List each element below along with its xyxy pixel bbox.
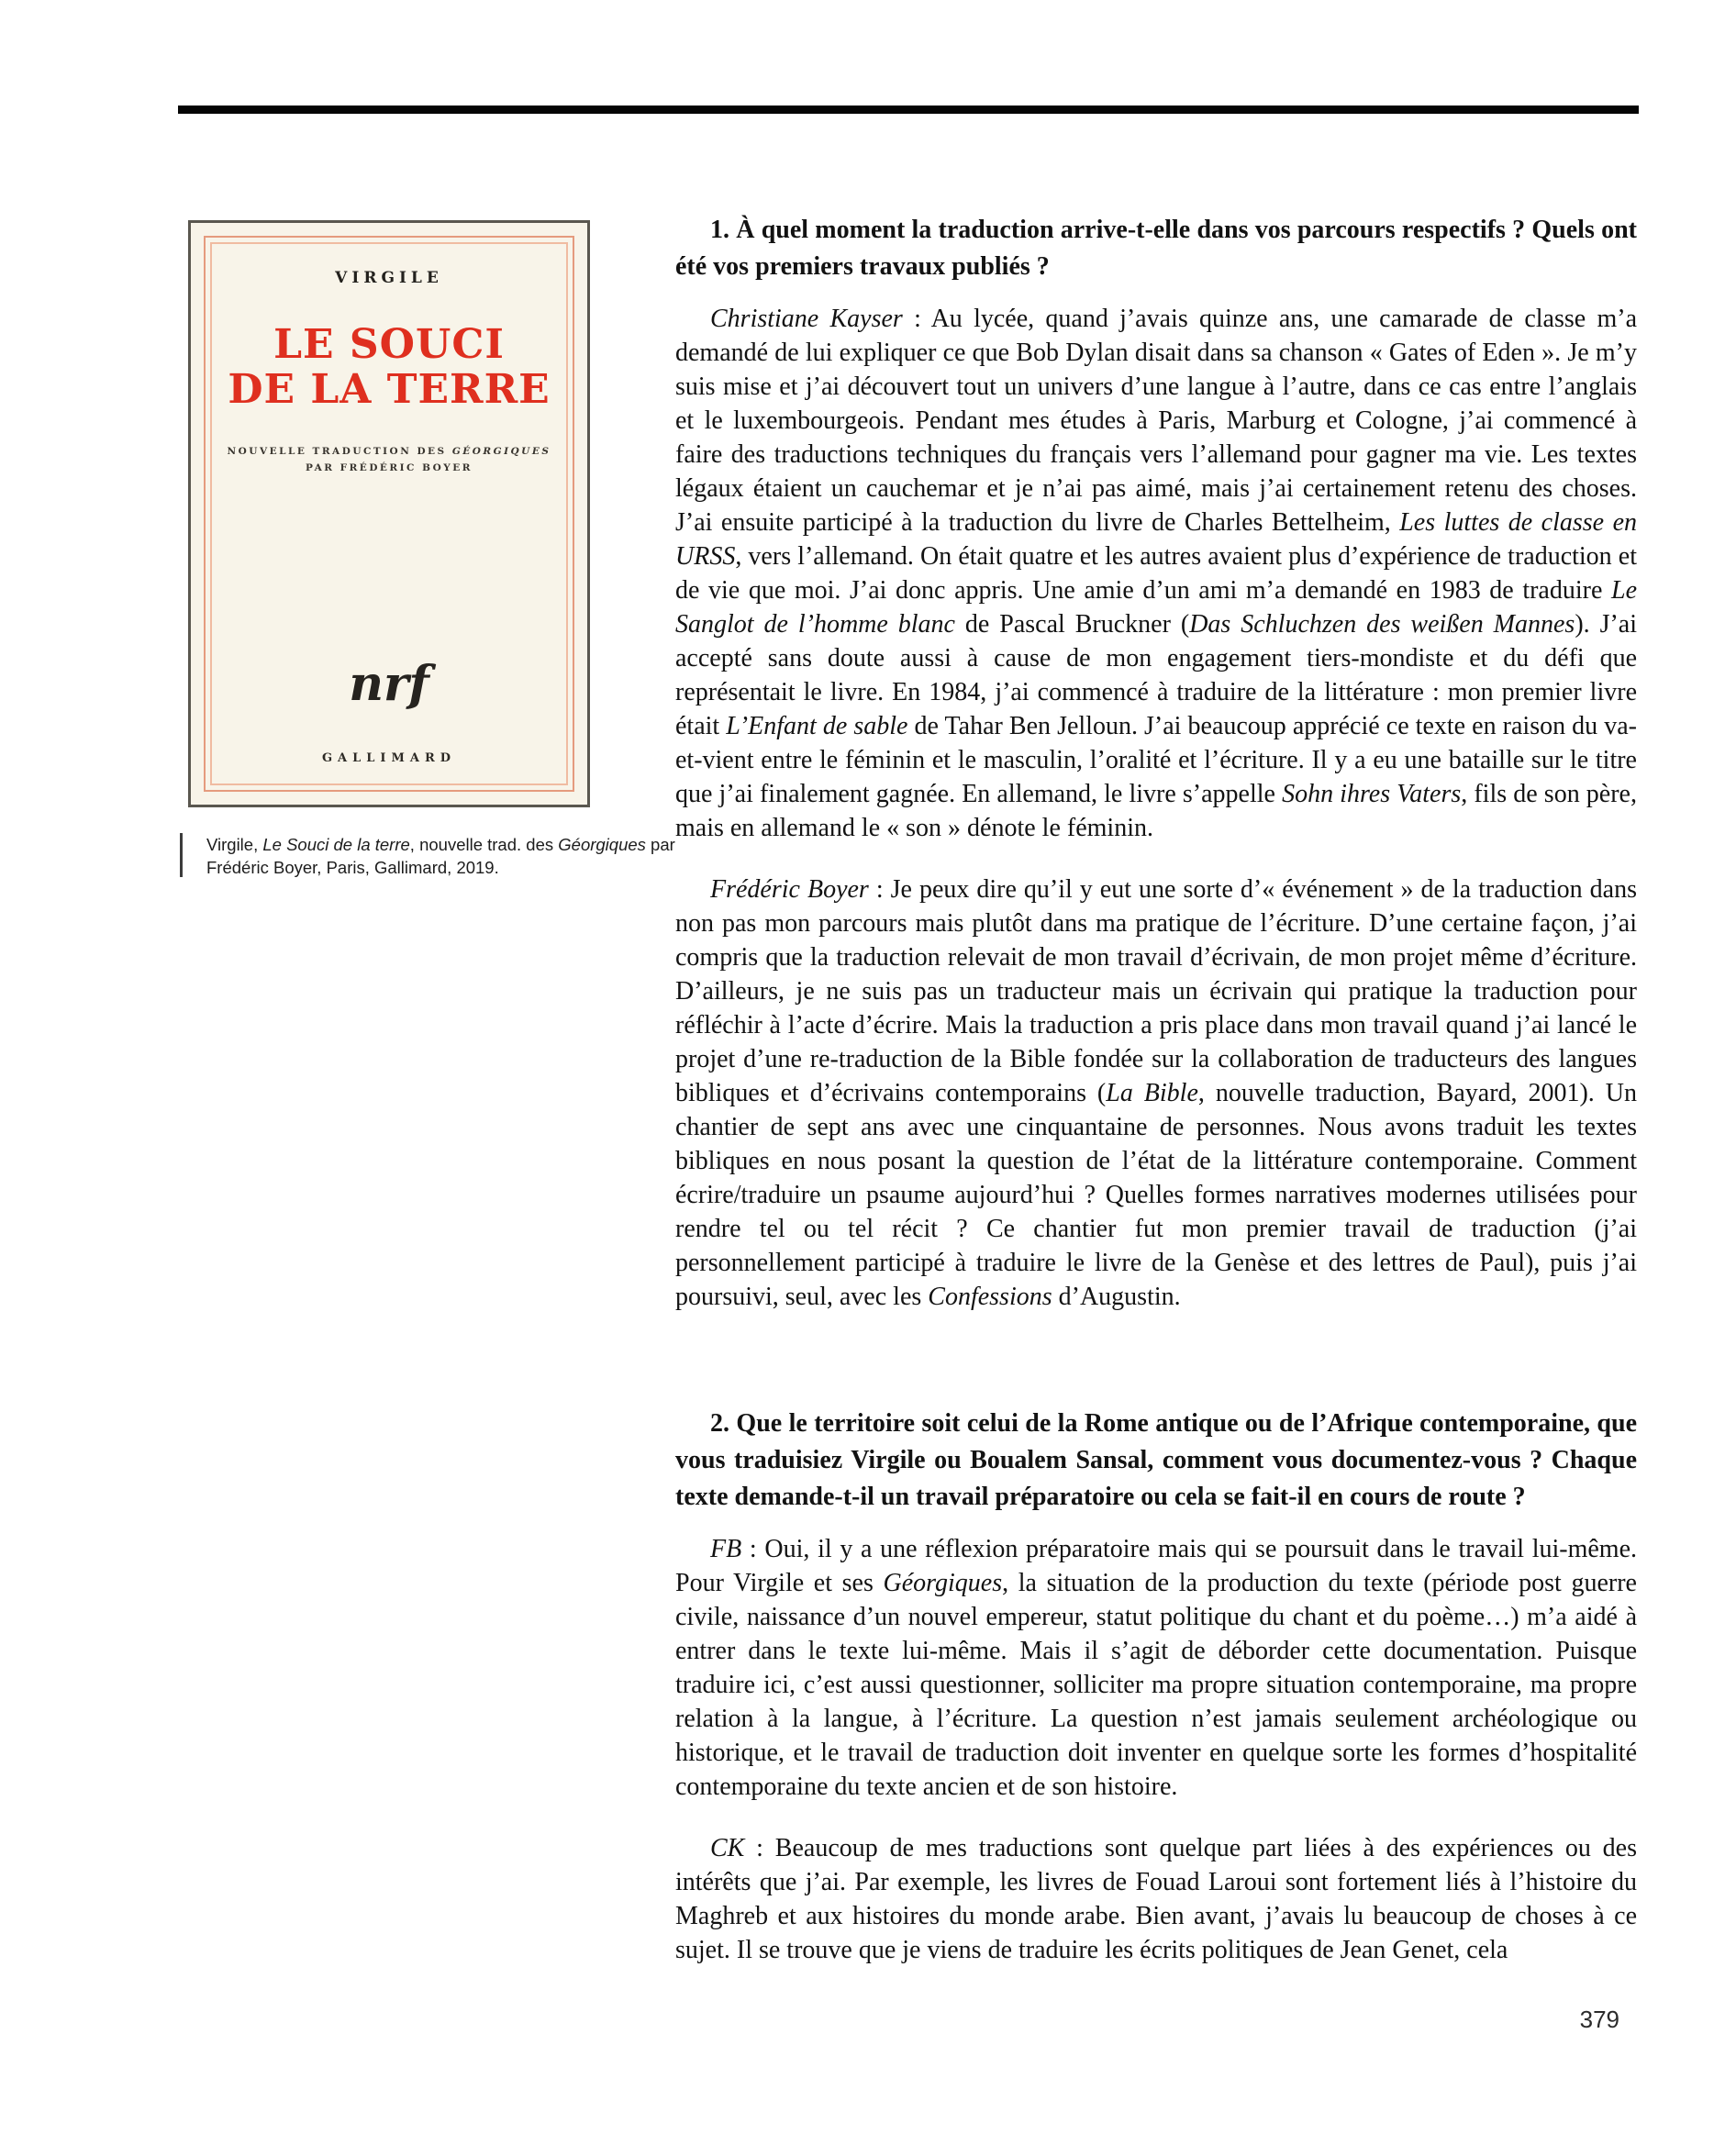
text-segment: La Bible [1106, 1079, 1198, 1107]
text-segment: Sohn ihres Vaters [1282, 780, 1462, 808]
header-rule [178, 106, 1639, 114]
nrf-logo: nrf [349, 656, 429, 712]
text-segment: Le Souci de la terre [262, 835, 410, 854]
text-segment: Virgile, [206, 835, 263, 854]
text-segment: de Pascal Bruckner ( [954, 610, 1190, 639]
question-heading [675, 1406, 1637, 1516]
text-segment: , la situation de la production du texte (période post guerre civile, naissance d’un nouvel empereur, statut politique du chant et du poème…) m’a aidé à entrer dans le texte lui-même. Mais il s’agit de déborder cette documentation. Puisque traduire ici, c’est aussi questionner, solliciter ma propre situation contemporaine, ma propre relation à la langue, à l’écriture. La question n’est jamais seulement archéologique ou historique, et le travail de traduction doit inventer en quelque sorte les formes d’hospitalité contemporaine du texte ancien et de son histoire. [675, 1569, 1637, 1801]
text-segment: Géorgiques [558, 835, 646, 854]
cover-subtitle [191, 443, 587, 476]
text-segment: 1. À quel moment la traduction arrive-t-elle dans vos parcours respectifs ? Quels ont été vos premiers travaux publiés ? [675, 216, 1637, 281]
cover-subtitle-line2: PAR FRÉDÉRIC BOYER [305, 462, 473, 473]
interview-paragraph [675, 1831, 1637, 1967]
cover-subtitle-line1 [191, 443, 587, 460]
text-segment: Confessions [928, 1283, 1052, 1311]
interview-paragraph [675, 1532, 1637, 1804]
text-segment: : Beaucoup de mes traductions sont quelque part liées à des expériences ou des intérêts que j’ai. Par exemple, les livres de Fouad Laroui sont fortement liés à l’histoire du Maghreb et aux histoires du monde arabe. Bien avant, j’avais lu beaucoup de choses à ce sujet. Il se trouve que je viens de traduire les écrits politiques de Jean Genet, cela [675, 1834, 1637, 1964]
cover-title-line1: LE SOUCI [273, 321, 505, 368]
text-segment: GÉORGIQUES [451, 446, 551, 457]
text-segment: de Tahar Ben Jelloun. J’ai beaucoup apprécié ce texte en raison du va-et-vient entre le féminin et le masculin, l’oralité et l’écriture. Il y a eu une bataille sur le titre que j’ai finalement gagnée. En allemand, le livre s’appelle [675, 712, 1637, 808]
text-segment: FB [710, 1535, 742, 1563]
text-segment: : Je peux dire qu’il y eut une sorte d’« événement » de la traduction dans non pas mon parcours mais plutôt dans ma pratique de l’écriture. D’une certaine façon, j’ai compris que la traduction relevait de mon travail d’écrivain, de mon projet même d’écriture. D’ailleurs, je ne suis pas un traducteur mais un écrivain qui pratique la traduction pour réfléchir à l’acte d’écrire. Mais la traduction a pris place dans mon travail quand j’ai lancé le projet d’une re-traduction de la Bible fondée sur la collaboration de traducteurs des langues bibliques et d’écrivains contemporains ( [675, 875, 1637, 1107]
text-segment: d’Augustin. [1052, 1283, 1181, 1311]
question-heading [675, 212, 1637, 285]
figure-caption [180, 833, 675, 879]
text-segment: ). J’ai accepté sans doute aussi à cause de mon engagement tiers-mondiste et du défi que représentait le livre. En 1984, j’ai commencé à traduire de la littérature : mon premier livre était [675, 610, 1638, 740]
text-segment: 2. Que le territoire soit celui de la Rome antique ou de l’Afrique contemporaine, que vous traduisiez Virgile ou Boualem Sansal, comment vous documentez-vous ? Chaque texte demande-t-il un travail préparatoire ou cela se fait-il en cours de route ? [675, 1409, 1637, 1511]
text-segment: par Frédéric Boyer, Paris, Gallimard, 2019. [206, 835, 675, 877]
text-segment: : Oui, il y a une réflexion préparatoire mais qui se poursuit dans le travail lui-même. Pour Virgile et ses [675, 1535, 1637, 1597]
interview-paragraph [675, 302, 1637, 845]
text-segment: Das Schluchzen des weißen Mannes [1189, 610, 1575, 639]
caption-text [206, 833, 675, 879]
text-segment: NOUVELLE TRADUCTION DES [227, 446, 452, 457]
interview-paragraph [675, 872, 1637, 1314]
text-segment: Géorgiques [883, 1569, 1003, 1597]
text-segment: , vers l’allemand. On était quatre et les autres avaient plus d’expérience de traduction et de vie que moi. J’ai donc appris. Une amie d’un ami m’a demandé en 1983 de traduire [675, 542, 1637, 605]
page-number: 379 [1579, 2006, 1619, 2033]
cover-title [191, 322, 587, 412]
text-segment: CK [710, 1834, 745, 1862]
text-segment: Christiane Kayser [710, 305, 903, 333]
cover-publisher: GALLIMARD [321, 751, 457, 765]
text-segment: : Au lycée, quand j’avais quinze ans, une camarade de classe m’a demandé de lui expliquer ce que Bob Dylan disait dans sa chanson « Gates of Eden ». Je m’y suis mise et j’ai découvert tout un univers d’une langue à l’autre, dans ce cas entre l’anglais et le luxembourgeois. Pendant mes études à Paris, Marburg et Cologne, j’ai commencé à faire des traductions techniques du français vers l’allemand pour gagner ma vie. Les textes légaux étaient un cauchemar et je n’ai pas aimé, mais j’ai certainement retenu des choses. J’ai ensuite participé à la traduction du livre de Charles Bettelheim, [675, 305, 1637, 537]
text-column [675, 212, 1637, 1995]
text-segment: Frédéric Boyer [710, 875, 869, 904]
text-segment: Les luttes de classe en URSS [675, 508, 1637, 571]
cover-author: VIRGILE [335, 269, 443, 287]
text-segment: L’Enfant de sable [726, 712, 908, 740]
cover-title-line2: DE LA TERRE [228, 366, 551, 413]
text-segment: , nouvelle traduction, Bayard, 2001). Un chantier de sept ans avec une cinquantaine de personnes. Nous avons traduit les textes bibliques en nous posant la question de l’état de la littérature contemporaine. Comment écrire/traduire un psaume aujourd’hui ? Quelles formes narratives modernes utilisées pour rendre tel ou tel récit ? Ce chantier fut mon premier travail de traduction (j’ai personnellement participé à traduire le livre de la Genèse et des lettres de Paul), puis j’ai poursuivi, seul, avec les [675, 1079, 1637, 1311]
text-segment: Le Sanglot de l’homme blanc [675, 576, 1637, 639]
book-cover [188, 220, 590, 807]
text-segment: , nouvelle trad. des [409, 835, 559, 854]
text-segment: , fils de son père, mais en allemand le « son » dénote le féminin. [675, 780, 1637, 842]
caption-rule [180, 833, 183, 877]
